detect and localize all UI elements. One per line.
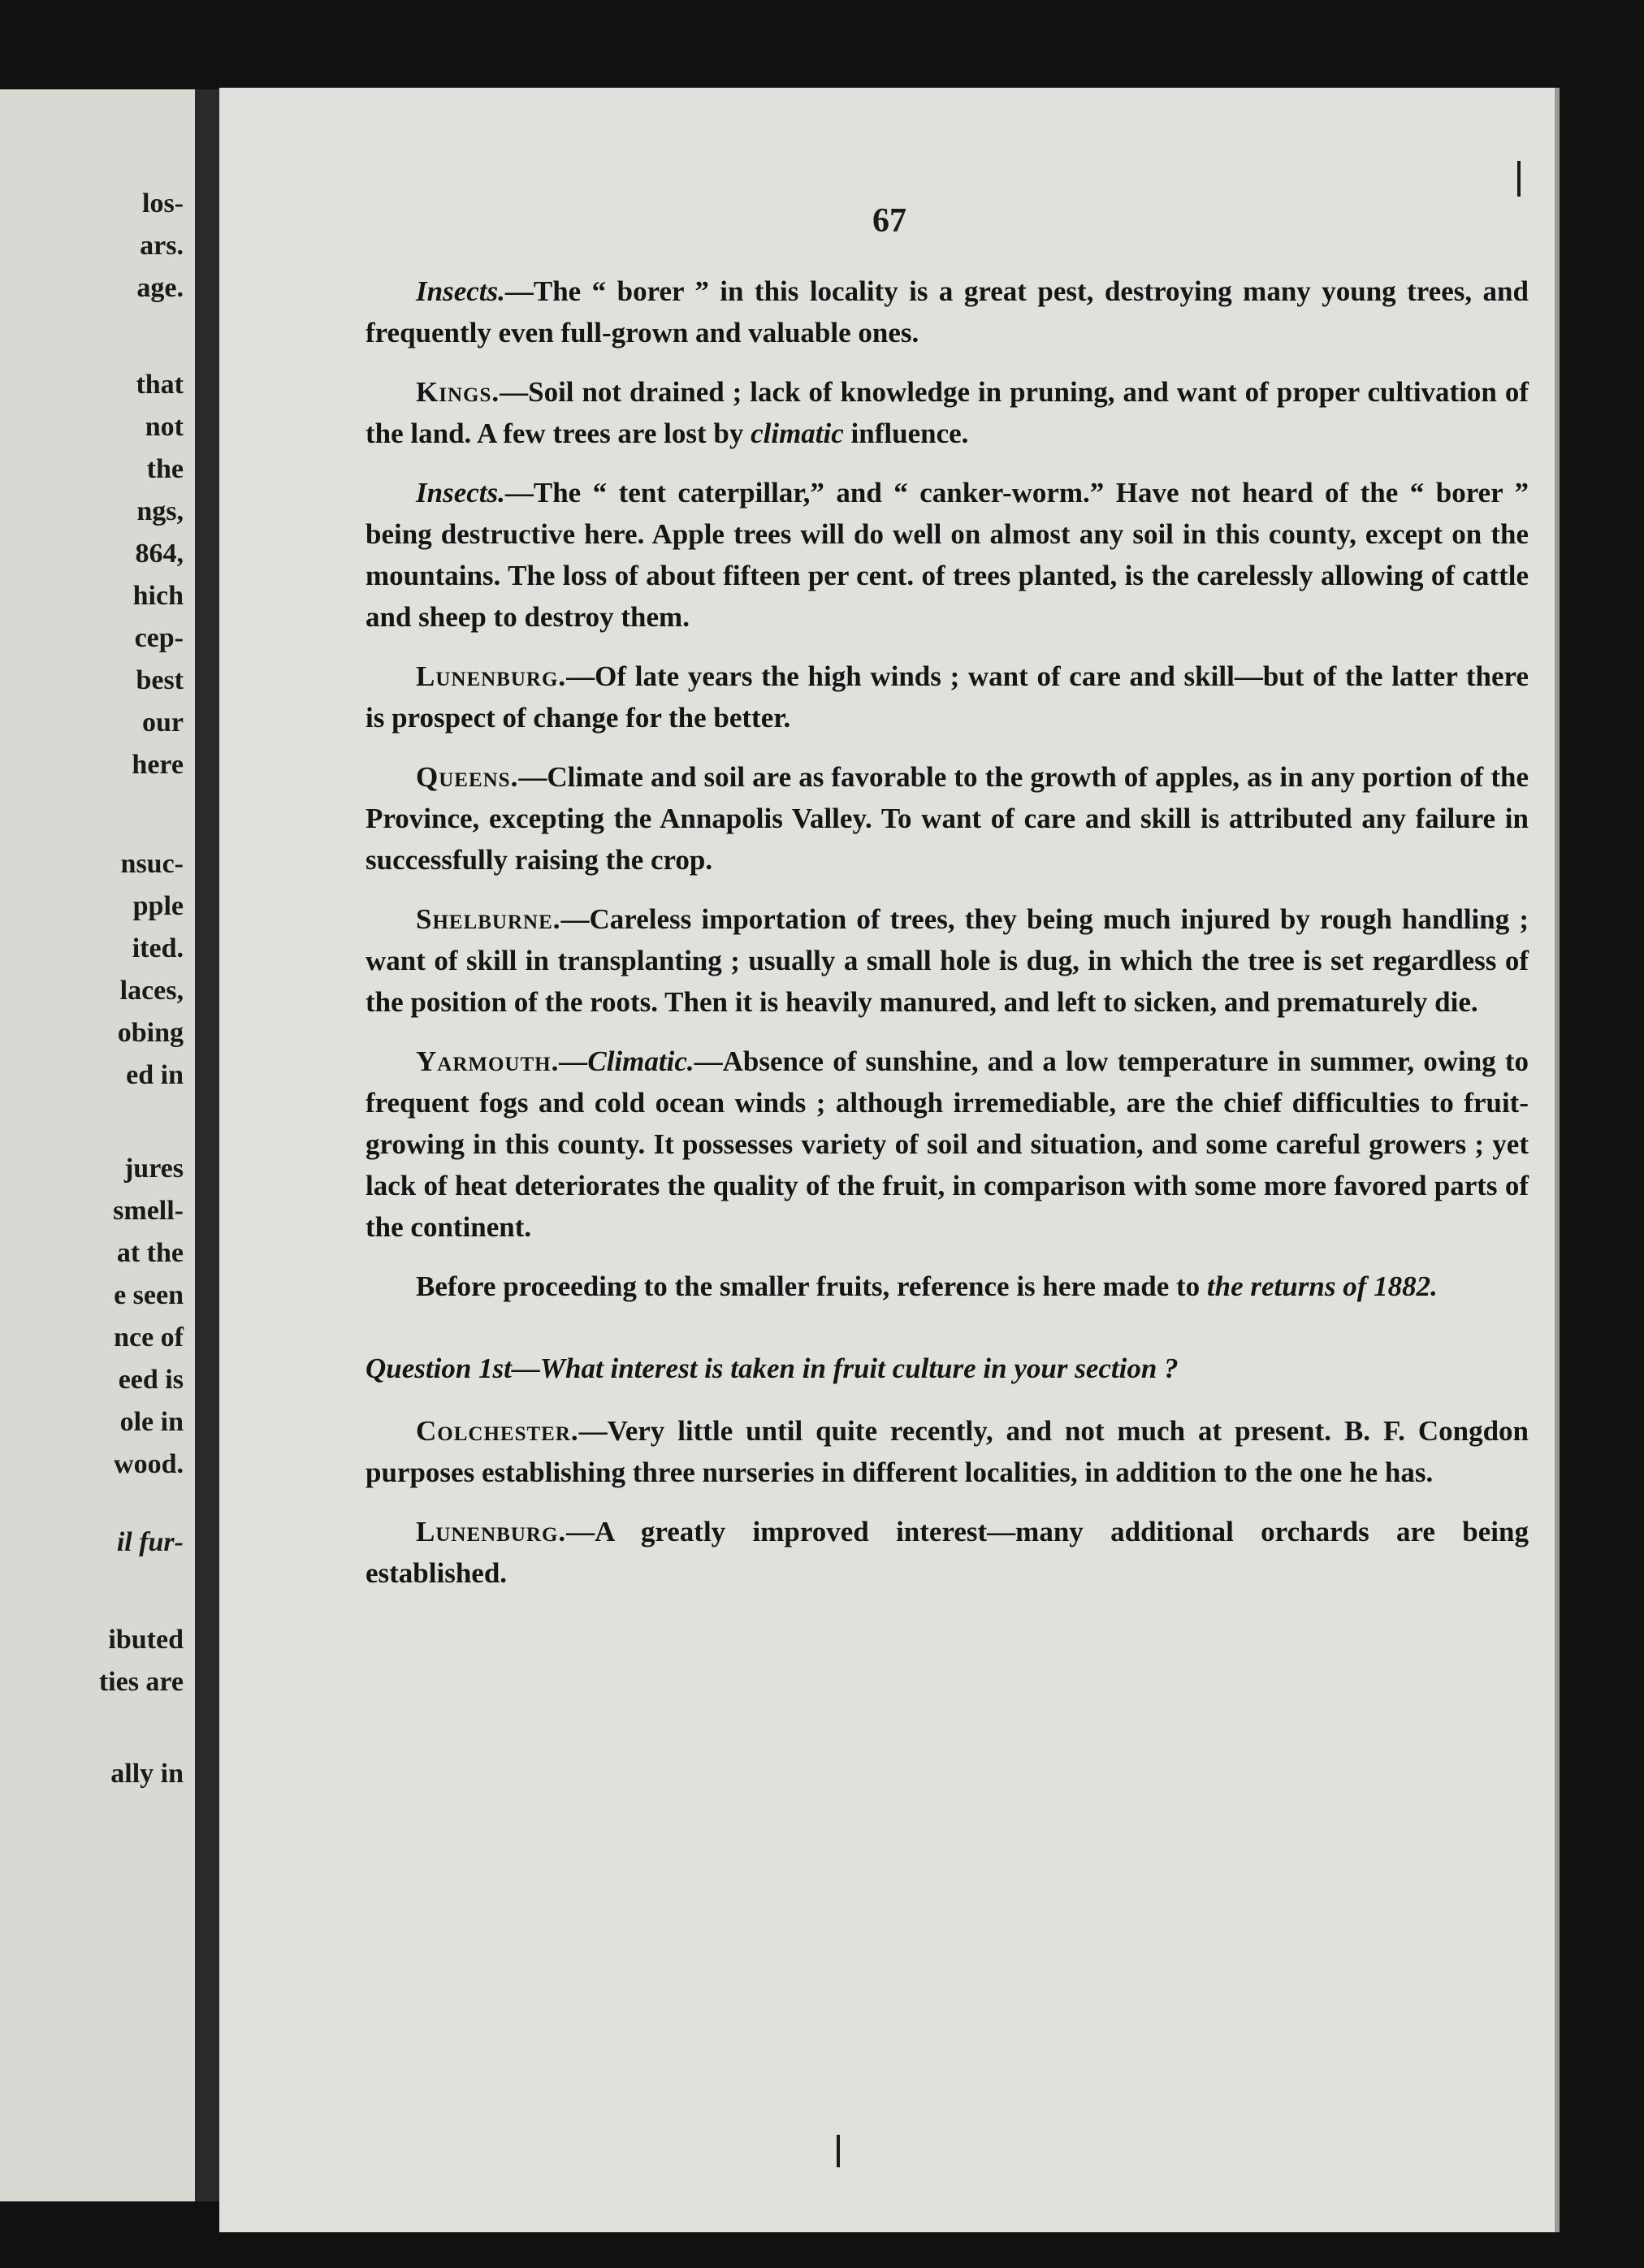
left-page-text-fragment: ars. — [140, 231, 184, 261]
paragraph-yarmouth — [366, 1041, 1529, 1248]
left-page-text-fragment: ally in — [110, 1759, 184, 1789]
left-page-text-fragment: that — [136, 370, 184, 400]
paragraph-insects-2 — [366, 472, 1529, 638]
ink-mark — [1517, 161, 1521, 197]
left-page-text-fragment: obing — [117, 1018, 184, 1048]
left-page-text-fragment: our — [142, 708, 184, 738]
left-page-text-fragment: best — [136, 665, 184, 695]
left-page-text-fragment: the — [146, 454, 184, 484]
answer-lunenburg — [366, 1511, 1529, 1594]
left-page-text-fragment: e seen — [114, 1280, 184, 1310]
paragraph-subhead: —Climatic. — [559, 1045, 694, 1077]
page-body — [366, 271, 1529, 1612]
left-page-text-fragment: ties are — [98, 1667, 184, 1697]
paragraph-text: —The “ borer ” in this locality is a great pest, destroying many young trees, and frequently even full-grown and valuable ones. — [366, 275, 1529, 348]
paragraph-text: —Careless importation of trees, they being much injured by rough handling ; want of skill in transplanting ; usually a small hole is dug, in which the tree is set regardless of the position of the roots. Then it is heavily manured, and left to sicken, and prematurely die. — [366, 903, 1529, 1018]
paragraph-shelburne — [366, 898, 1529, 1023]
paragraph-lead: Insects. — [416, 275, 505, 307]
paragraph-text: —Climate and soil are as favorable to the growth of apples, as in any portion of the Province, excepting the Annapolis Valley. To want of care and skill is attributed any failure in successfully raising the crop. — [366, 761, 1529, 876]
left-page-text-fragment: nce of — [114, 1322, 184, 1353]
left-page-text-fragment: los- — [142, 188, 184, 219]
paragraph-insects-1 — [366, 271, 1529, 353]
paragraph-kings — [366, 371, 1529, 454]
paragraph-lead: Yarmouth. — [416, 1045, 560, 1077]
left-page-text-fragment: smell- — [113, 1196, 184, 1226]
paragraph-text: Before proceeding to the smaller fruits, reference is here made to — [416, 1270, 1207, 1302]
paragraph-emphasis: the returns of 1882. — [1206, 1270, 1438, 1302]
left-page-text-fragment: ibuted — [108, 1625, 184, 1655]
left-page-text-fragment: ited. — [132, 933, 184, 963]
left-page-text-fragment: here — [132, 750, 184, 780]
left-page-text-fragment: il fur- — [116, 1527, 184, 1557]
left-page-text-fragment: ole in — [119, 1407, 184, 1437]
ink-mark — [837, 2135, 840, 2167]
question-heading: Question 1st—What interest is taken in fruit culture in your section ? — [366, 1353, 1179, 1384]
answer-colchester — [366, 1410, 1529, 1493]
paragraph-lunenburg — [366, 656, 1529, 738]
left-page-text-fragment: jures — [123, 1153, 184, 1184]
paragraph-text: —The “ tent caterpillar,” and “ canker-worm.” Have not heard of the “ borer ” being destructive here. Apple trees will do well on almost any soil in this county, except on the mountains. The loss of about fifteen per cent. of trees planted, is the carelessly allowing of cattle and sheep to destroy them. — [366, 477, 1529, 633]
paragraph-text: —Soil not drained ; lack of knowledge in pruning, and want of proper cultivation of the land. A few trees are lost by — [366, 376, 1529, 449]
right-page — [219, 88, 1560, 2232]
page-number: 67 — [872, 202, 906, 240]
left-page-text-fragment: wood. — [114, 1449, 184, 1479]
left-page-text-fragment: pple — [132, 891, 184, 921]
paragraph-queens — [366, 756, 1529, 881]
paragraph-tail: influence. — [843, 418, 969, 449]
page-edge — [1555, 88, 1560, 2232]
paragraph-lead: Kings. — [416, 376, 500, 408]
left-page-text-fragment: age. — [136, 273, 184, 303]
left-page-text-fragment: eed is — [118, 1365, 184, 1395]
left-page-fragment — [0, 89, 195, 2201]
left-page-text-fragment: laces, — [119, 976, 184, 1006]
answer-text: —A greatly improved interest—many additional orchards are being established. — [366, 1516, 1529, 1589]
paragraph-emphasis: climatic — [751, 418, 844, 449]
paragraph-lead: Shelburne. — [416, 903, 561, 935]
paragraph-text: —Of late years the high winds ; want of care and skill—but of the latter there is prospect of change for the better. — [366, 660, 1529, 734]
paragraph-lead: Queens. — [416, 761, 519, 793]
left-page-text-fragment: hich — [132, 581, 184, 611]
left-page-text-fragment: cep- — [134, 623, 184, 653]
left-page-text-fragment: at the — [116, 1238, 184, 1268]
answer-lead: Lunenburg. — [416, 1516, 567, 1547]
paragraph-before-proceeding — [366, 1266, 1529, 1307]
answer-text: —Very little until quite recently, and not much at present. B. F. Congdon purposes establishing three nurseries in different localities, in addition to the one he has. — [366, 1415, 1529, 1488]
left-page-text-fragment: 864, — [135, 539, 184, 569]
paragraph-lead: Insects. — [416, 477, 505, 509]
paragraph-lead: Lunenburg. — [416, 660, 567, 692]
left-page-text-fragment: ngs, — [136, 496, 184, 526]
book-gutter — [195, 89, 219, 2201]
left-page-text-fragment: ed in — [126, 1060, 184, 1090]
answer-lead: Colchester. — [416, 1415, 579, 1447]
paragraph-text: —Absence of sunshine, and a low temperature in summer, owing to frequent fogs and cold ocean winds ; although irremediable, are the chief difficulties to fruit-growing in this county. It possesses variety of soil and situation, and some careful growers ; yet lack of heat deteriorates the quality of the fruit, in comparison with some more favored parts of the continent. — [366, 1045, 1529, 1243]
left-page-text-fragment: not — [145, 412, 184, 442]
left-page-text-fragment: nsuc- — [120, 849, 184, 879]
